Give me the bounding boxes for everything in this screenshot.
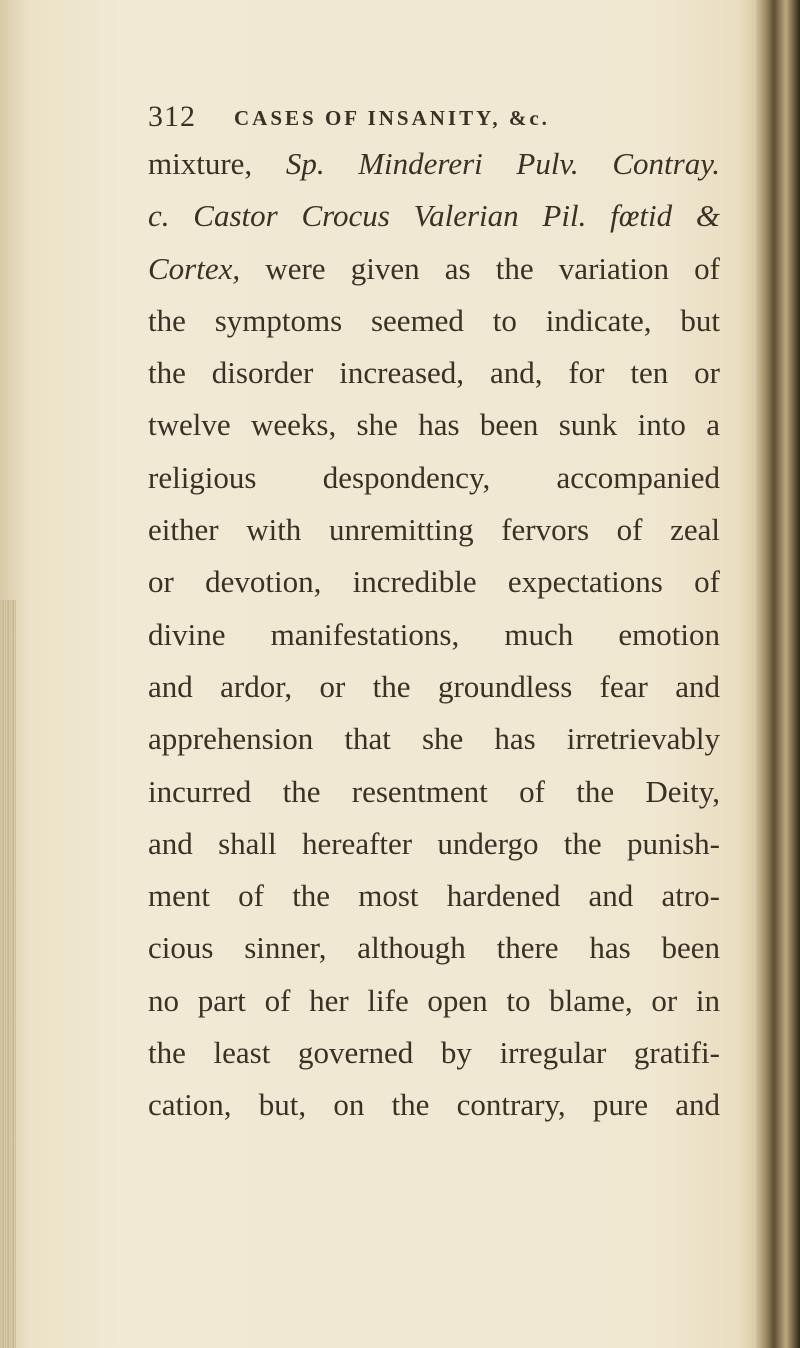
text-run: religious despondency, accompanied — [148, 459, 720, 495]
text-run: either with unremitting fervors of zeal — [148, 512, 720, 548]
text-run: no part of her life open to blame, or in — [148, 982, 720, 1018]
italic-text-run: Cortex, — [148, 250, 241, 286]
running-header — [148, 96, 708, 136]
text-run: were given as the variation of — [240, 250, 720, 286]
text-line — [148, 138, 720, 190]
text-run: cation, but, on the contrary, pure and — [148, 1087, 720, 1123]
body-text — [148, 138, 720, 1132]
text-line — [148, 661, 720, 713]
text-line — [148, 609, 720, 661]
text-line — [148, 1027, 720, 1079]
text-line — [148, 295, 720, 347]
text-line — [148, 1079, 720, 1131]
text-run: the disorder increased, and, for ten or — [148, 355, 720, 391]
text-run: the least governed by irregular gratifi- — [148, 1035, 720, 1071]
text-run: twelve weeks, she has been sunk into a — [148, 407, 720, 443]
book-binding-edge-right — [756, 0, 800, 1348]
text-line — [148, 399, 720, 451]
text-line — [148, 975, 720, 1027]
italic-text-run: Sp. Mindereri Pulv. Contray. — [285, 146, 720, 181]
text-line — [148, 870, 720, 922]
text-run: the symptoms seemed to indicate, but — [148, 302, 720, 338]
text-run: and ardor, or the groundless fear and — [148, 668, 720, 704]
text-line — [148, 818, 720, 870]
text-line — [148, 766, 720, 818]
text-run: divine manifestations, much emotion — [148, 616, 720, 652]
running-title: CASES OF INSANITY, &c. — [234, 106, 550, 130]
text-line — [148, 556, 720, 608]
text-run: incurred the resentment of the Deity, — [148, 773, 720, 809]
text-run: mixture, — [148, 146, 286, 181]
text-run: and shall hereafter undergo the punish- — [148, 825, 720, 861]
italic-text-run: c. Castor Crocus Valerian Pil. fœtid & — [148, 198, 720, 234]
text-line — [148, 190, 720, 242]
text-line — [148, 243, 720, 295]
text-line — [148, 347, 720, 399]
text-line — [148, 713, 720, 765]
page-stack-edge-left — [0, 600, 16, 1348]
text-run: or devotion, incredible expectations of — [148, 564, 720, 600]
text-line — [148, 504, 720, 556]
text-run: ment of the most hardened and atro- — [148, 878, 720, 914]
text-line — [148, 922, 720, 974]
text-run: apprehension that she has irretrievably — [148, 721, 720, 757]
page-number: 312 — [148, 100, 196, 133]
text-run: cious sinner, although there has been — [148, 930, 720, 966]
text-line — [148, 452, 720, 504]
